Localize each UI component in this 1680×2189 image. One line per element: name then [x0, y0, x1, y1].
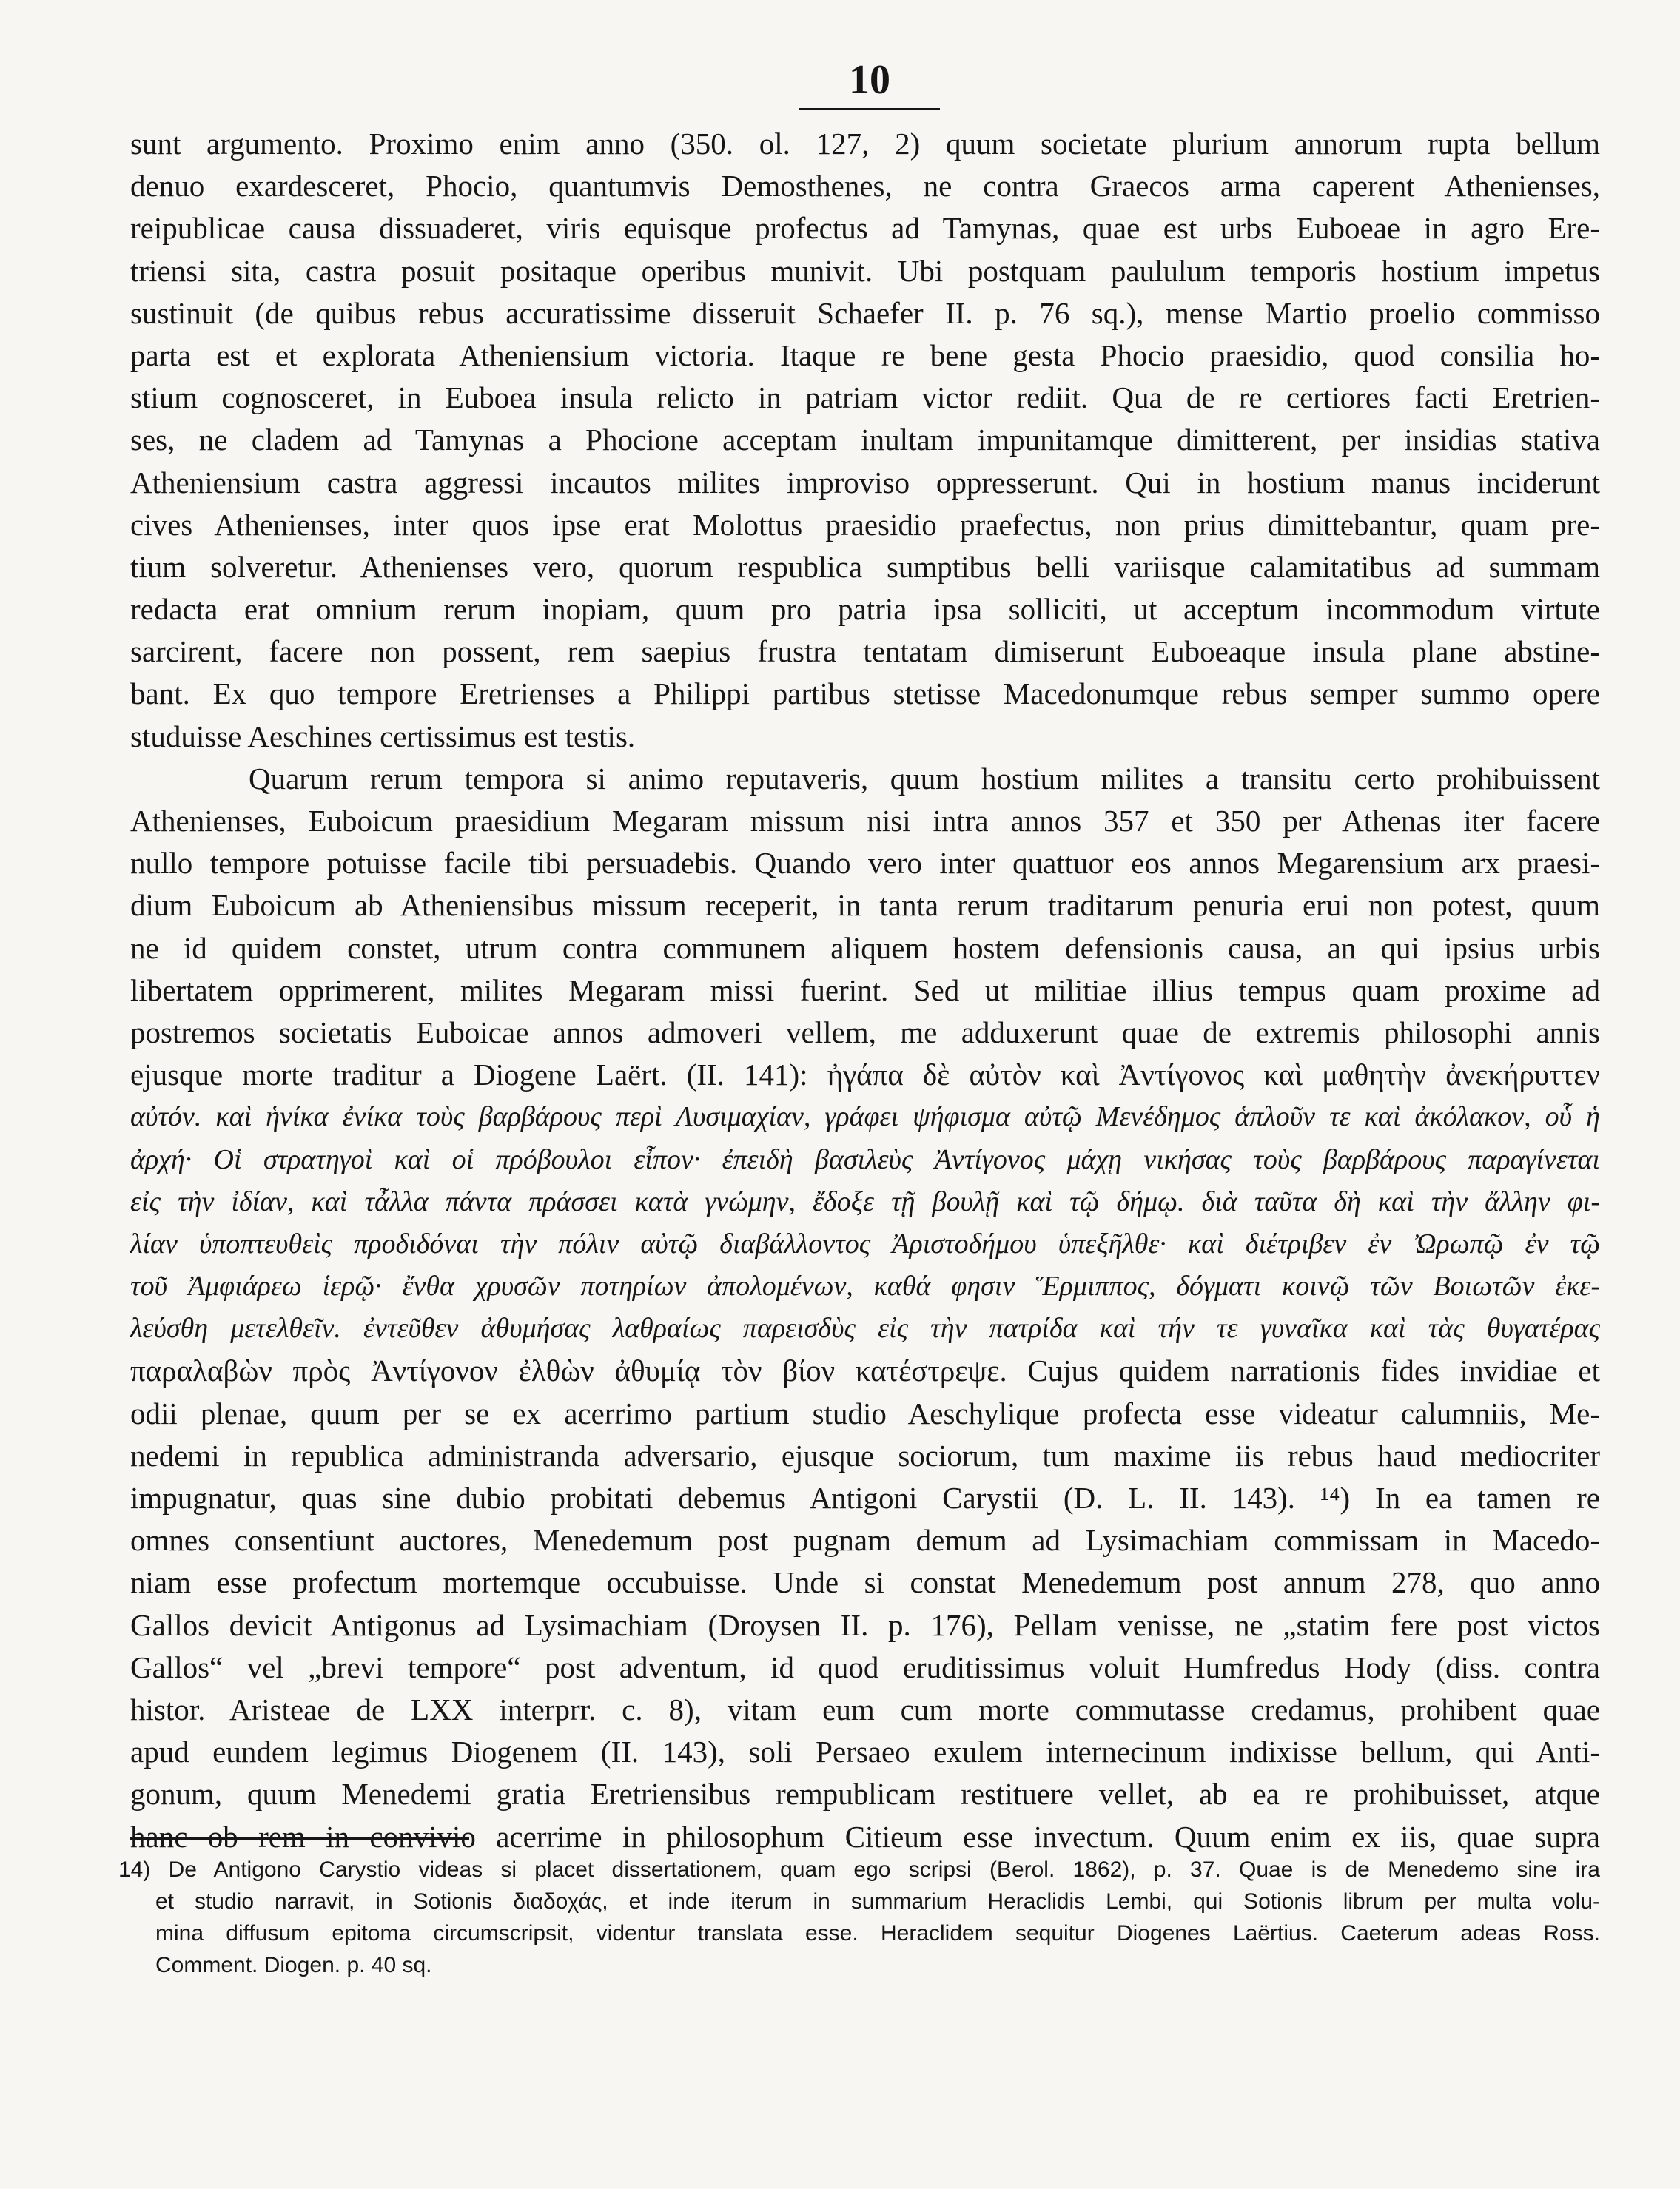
text-line: Gallos“ vel „brevi tempore“ post adventum, id quod eruditissimus voluit Humfredus Hody (diss. contra: [130, 1650, 1600, 1684]
footnote-line: mina diffusum epitoma circumscripsit, videntur translata esse. Heraclidem sequitur Diogenes Laërtius. Caeterum adeas Ross.: [155, 1921, 1600, 1946]
text-line: tium solveretur. Athenienses vero, quorum respublica sumptibus belli variisque calamitatibus ad summam: [130, 549, 1600, 584]
text-line: Quarum rerum tempora si animo reputaveris, quum hostium milites a transitu certo prohibuissent: [249, 761, 1600, 796]
text-line: omnes consentiunt auctores, Menedemum post pugnam demum ad Lysimachiam commissam in Macedo-: [130, 1523, 1600, 1558]
text-line: sarcirent, facere non possent, rem saepius frustra tentatam dimiserunt Euboeaque insula plane abstine-: [130, 634, 1600, 669]
body-text: [130, 123, 1600, 1858]
text-line: studuisse Aeschines certissimus est testis.: [130, 719, 636, 753]
text-line: hanc ob rem in convivio acerrime in philosophum Citieum esse invectum. Quum enim ex iis, quae supra: [130, 1819, 1600, 1854]
text-line: αὐτόν. καὶ ἡνίκα ἐνίκα τοὺς βαρβάρους περὶ Λυσιμαχίαν, γράφει ψήφισμα αὐτῷ Μενέδημος ἁπλοῦν τε καὶ ἀκόλακον, οὗ ἡ: [130, 1101, 1600, 1133]
text-line: triensi sita, castra posuit positaque operibus munivit. Ubi postquam paululum temporis hostium impetus: [130, 253, 1600, 288]
text-line: λεύσθη μετελθεῖν. ἐντεῦθεν ἀθυμήσας λαθραίως παρεισδὺς εἰς τὴν πατρίδα καὶ τήν τε γυναῖκα καὶ τὰς θυγατέρας: [130, 1313, 1600, 1345]
text-line: nullo tempore potuisse facile tibi persuadebis. Quando vero inter quattuor eos annos Megarensium arx praesi-: [130, 846, 1600, 881]
text-line: histor. Aristeae de LXX interprr. c. 8), vitam eum cum morte commutasse credamus, prohibent quae: [130, 1692, 1600, 1726]
text-line: Atheniensium castra aggressi incautos milites improviso oppresserunt. Qui in hostium manus inciderunt: [130, 465, 1600, 500]
text-line: stium cognosceret, in Euboea insula relicto in patriam victor rediit. Qua de re certiores facti Eretrien-: [130, 380, 1600, 415]
text-line: redacta erat omnium rerum inopiam, quum pro patria ipsa solliciti, ut acceptum incommodum virtute: [130, 592, 1600, 627]
text-line: libertatem opprimerent, milites Megaram missi fuerint. Sed ut militiae illius tempus quam proxime ad: [130, 972, 1600, 1007]
text-line: bant. Ex quo tempore Eretrienses a Philippi partibus stetisse Macedonumque rebus semper summo opere: [130, 676, 1600, 711]
footnote-line: et studio narravit, in Sotionis διαδοχάς, et inde iterum in summarium Heraclidis Lembi, qui Sotionis librum per multa volu-: [155, 1889, 1600, 1914]
text-line: ἀρχή· Οἱ στρατηγοὶ καὶ οἱ πρόβουλοι εἶπον· ἐπειδὴ βασιλεὺς Ἀντίγονος μάχῃ νικήσας τοὺς βαρβάρους παραγίνεται: [130, 1143, 1600, 1175]
text-line: niam esse profectum mortemque occubuisse. Unde si constat Menedemum post annum 278, quo anno: [130, 1565, 1600, 1600]
text-line: ses, ne cladem ad Tamynas a Phocione acceptam inultam impunitamque dimitterent, per insidias stativa: [130, 423, 1600, 457]
footnote-line: 14) De Antigono Carystio videas si placet dissertationem, quam ego scripsi (Berol. 1862), p. 37. Quae is de Menedemo sine ira: [118, 1857, 1600, 1882]
text-line: reipublicae causa dissuaderet, viris equisque profectus ad Tamynas, quae est urbs Euboeae in agro Ere-: [130, 211, 1600, 246]
text-line: παραλαβὼν πρὸς Ἀντίγονον ἐλθὼν ἀθυμίᾳ τὸν βίον κατέστρεψε. Cujus quidem narrationis fides invidiae et: [130, 1354, 1600, 1388]
text-line: gonum, quum Menedemi gratia Eretriensibus rempublicam restituere vellet, ab ea re prohibuisset, atque: [130, 1777, 1600, 1812]
footnote-line: Comment. Diogen. p. 40 sq.: [155, 1953, 432, 1977]
text-line: denuo exardesceret, Phocio, quantumvis Demosthenes, ne contra Graecos arma caperent Athenienses,: [130, 169, 1600, 204]
text-line: nedemi in republica administranda adversario, ejusque sociorum, tum maxime iis rebus haud mediocriter: [130, 1438, 1600, 1473]
text-line: ne id quidem constet, utrum contra communem aliquem hostem defensionis causa, an qui ipsius urbis: [130, 930, 1600, 965]
page-number: 10: [799, 52, 940, 110]
text-line: ejusque morte traditur a Diogene Laërt. (II. 141): ἠγάπα δὲ αὐτὸν καὶ Ἀντίγονος καὶ μαθητὴν ἀνεκήρυττεν: [130, 1057, 1600, 1092]
text-line: postremos societatis Euboicae annos admoveri vellem, me adduxerunt quae de extremis philosophi annis: [130, 1015, 1600, 1049]
text-line: τοῦ Ἀμφιάρεω ἱερῷ· ἔνθα χρυσῶν ποτηρίων ἀπολομένων, καθά φησιν Ἕρμιππος, δόγματι κοινῷ τῶν Βοιωτῶν ἐκε-: [130, 1271, 1600, 1302]
text-line: apud eundem legimus Diogenem (II. 143), soli Persaeo exulem internecinum indixisse bellum, qui Anti-: [130, 1735, 1600, 1769]
footnotes: [118, 1854, 1600, 1981]
text-line: Athenienses, Euboicum praesidium Megaram missum nisi intra annos 357 et 350 per Athenas iter facere: [130, 804, 1600, 838]
text-line: εἰς τὴν ἰδίαν, καὶ τἆλλα πάντα πράσσει κατὰ γνώμην, ἔδοξε τῇ βουλῇ καὶ τῷ δήμῳ. διὰ ταῦτα δὴ καὶ τὴν ἄλλην φι-: [130, 1186, 1600, 1217]
text-line: parta est et explorata Atheniensium victoria. Itaque re bene gesta Phocio praesidio, quod consilia ho-: [130, 337, 1600, 372]
text-line: sustinuit (de quibus rebus accuratissime disseruit Schaefer II. p. 76 sq.), mense Martio proelio commisso: [130, 295, 1600, 330]
text-line: Gallos devicit Antigonus ad Lysimachiam (Droysen II. p. 176), Pellam venisse, ne „statim fere post victos: [130, 1607, 1600, 1642]
text-line: cives Athenienses, inter quos ipse erat Molottus praesidio praefectus, non prius dimittebantur, quam pre-: [130, 507, 1600, 542]
text-line: λίαν ὑποπτευθεὶς προδιδόναι τὴν πόλιν αὐτῷ διαβάλλοντος Ἀριστοδήμου ὑπεξῆλθε· καὶ διέτριβεν ἐν Ὠρωπῷ ἐν τῷ: [130, 1228, 1600, 1260]
text-line: sunt argumento. Proximo enim anno (350. ol. 127, 2) quum societate plurium annorum rupta bellum: [130, 127, 1600, 161]
footnote-divider: [130, 1837, 469, 1840]
text-line: dium Euboicum ab Atheniensibus missum receperit, in tanta rerum traditarum penuria erui non potest, quum: [130, 888, 1600, 923]
text-line: impugnatur, quas sine dubio probitati debemus Antigoni Carystii (D. L. II. 143). ¹⁴) In ea tamen re: [130, 1481, 1600, 1515]
text-line: odii plenae, quum per se ex acerrimo partium studio Aeschylique profecta esse videatur calumniis, Me-: [130, 1396, 1600, 1430]
